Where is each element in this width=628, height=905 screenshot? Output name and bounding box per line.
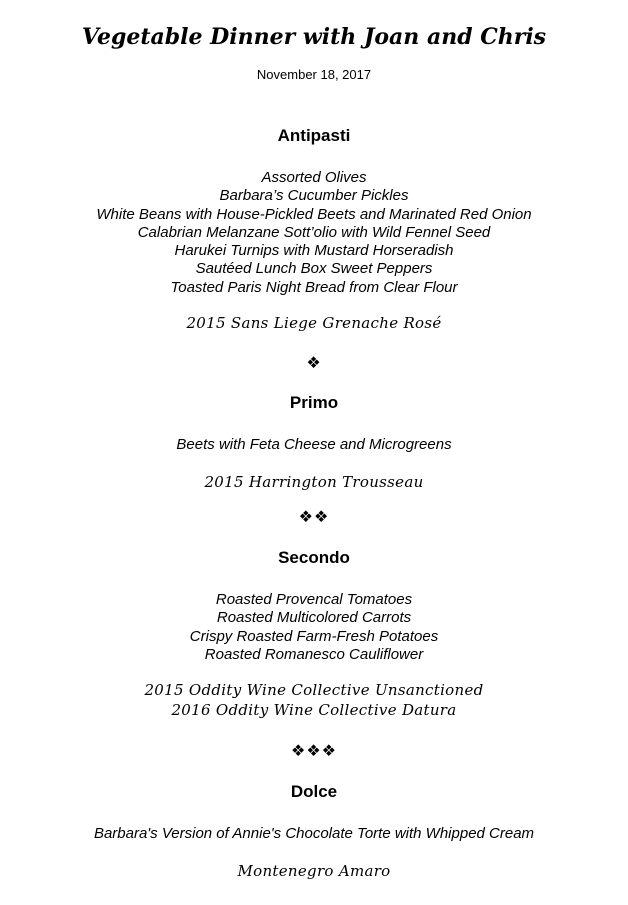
course-heading-dolce: Dolce	[290, 782, 338, 801]
wine-pairing-antipasti: 2015 Sans Liege Grenache Rosé	[186, 314, 442, 332]
ornament-divider: ❖	[306, 353, 322, 372]
dish-item: Beets with Feta Cheese and Microgreens	[176, 436, 452, 453]
menu-date: November 18, 2017	[256, 67, 372, 82]
course-heading-primo: Primo	[289, 393, 339, 412]
dish-item: Assorted Olives	[261, 169, 367, 186]
course-heading-secondo: Secondo	[278, 548, 350, 567]
dish-item: Harukei Turnips with Mustard Horseradish	[174, 242, 454, 260]
secondo-dish-list	[0, 591, 628, 664]
antipasti-dish-list	[0, 169, 628, 297]
menu-title: Vegetable Dinner with Joan and Chris	[81, 24, 547, 50]
dish-item: Crispy Roasted Farm-Fresh Potatoes	[189, 627, 439, 645]
dish-item: White Beans with House-Pickled Beets and Marinated Red Onion	[96, 205, 532, 223]
dish-item: Barbara's Version of Annie's Chocolate Torte with Whipped Cream	[93, 825, 535, 842]
dish-item: Roasted Provencal Tomatoes	[215, 591, 413, 608]
dish-item: Barbara’s Cucumber Pickles	[219, 187, 409, 205]
wine-pairing-dolce: Montenegro Amaro	[237, 862, 391, 880]
dish-item: Sautéed Lunch Box Sweet Peppers	[195, 260, 433, 278]
ornament-divider: ❖❖❖	[290, 741, 338, 760]
dish-item: Calabrian Melanzane Sott’olio with Wild Fennel Seed	[137, 223, 491, 241]
dish-item: Roasted Romanesco Cauliflower	[204, 645, 424, 663]
ornament-divider: ❖❖	[298, 507, 330, 526]
wine-pairing-secondo: 2016 Oddity Wine Collective Datura	[171, 701, 457, 719]
dish-item: Toasted Paris Night Bread from Clear Flour	[170, 278, 458, 296]
course-heading-antipasti: Antipasti	[277, 126, 351, 145]
dish-item: Roasted Multicolored Carrots	[216, 609, 412, 627]
secondo-wine-list	[0, 680, 628, 720]
wine-pairing-secondo: 2015 Oddity Wine Collective Unsanctioned	[144, 681, 484, 699]
wine-pairing-primo: 2015 Harrington Trousseau	[204, 473, 424, 491]
